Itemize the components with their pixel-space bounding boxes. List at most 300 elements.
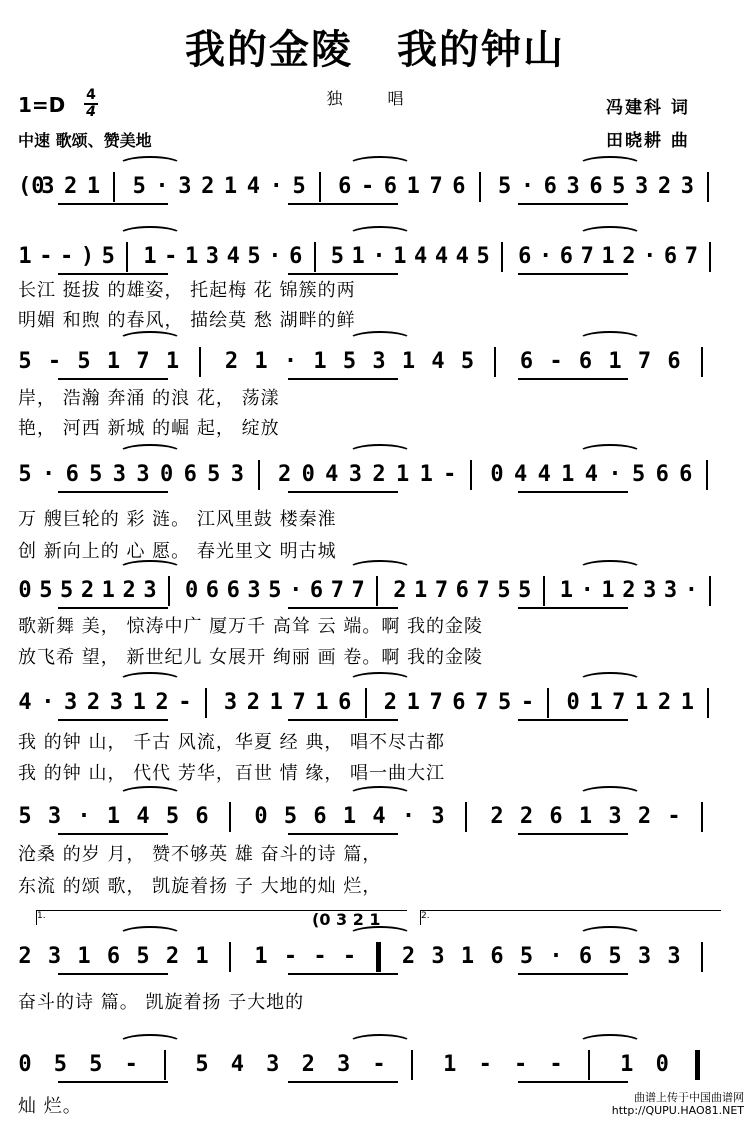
note: 1 [315,690,329,715]
slur-mark [348,786,412,804]
note: 2 [622,578,636,603]
note: 1 [86,174,101,199]
slur-mark [578,444,642,462]
note: 6 [65,462,79,487]
note: 7 [292,690,306,715]
note: 7 [580,244,594,269]
note: 6 [655,462,669,487]
note: 3 [431,944,445,969]
note: 2 [401,944,416,969]
beam-underline [518,719,628,721]
note: 1 [254,944,268,969]
note: 4 [246,174,260,199]
lyric-line: 东流 的颂 歌， 凯旋着扬 子 大地的灿 烂， [18,876,382,897]
note: 3 [143,578,157,603]
note: 2 [18,944,32,969]
note: 5 [39,578,53,603]
note: 3 [608,804,622,829]
slur-mark [118,331,182,349]
note: 2 [64,174,78,199]
note: 1 [601,244,615,269]
lyric-line: 我 的钟 山， 千古 风流，华夏 经 典， 唱不尽古都 [18,732,446,753]
note: 0 [566,690,580,715]
slur-mark [118,560,182,578]
note: 6 [578,349,593,374]
note: - [178,690,192,715]
note: · [643,244,657,269]
performance-form: 独 唱 [326,89,424,108]
note: 1 [269,690,283,715]
note: 2 [277,462,292,487]
note: 5 [77,349,91,374]
slur-mark [578,156,642,174]
note: 0 [254,804,268,829]
note: 3 [136,462,150,487]
note: 3 [47,804,62,829]
note: 6 [313,804,327,829]
slur-mark [118,672,182,690]
lyric-line: 万 艘巨轮的 彩 涟。 江风里鼓 楼秦淮 [18,509,337,530]
note: 5 [268,578,282,603]
bar-line [168,576,170,606]
note: - [47,349,62,374]
lyric-line: 歌新舞 美， 惊涛中广 厦万千 高耸 云 端。啊 我的金陵 [18,616,484,637]
beam-underline [518,273,628,275]
note: 2 [301,1052,315,1077]
note: 3 [637,944,652,969]
bar-line [229,802,231,832]
note: 1 [601,578,615,603]
note: 6 [519,349,534,374]
note: 1 [578,804,593,829]
note: 4 [513,462,528,487]
lyric-line: 我 的钟 山， 代代 芳华，百世 情 缘， 唱一曲大江 [18,763,446,784]
slur-mark [578,560,642,578]
title-part-1: 我的金陵 [185,27,353,73]
slur-mark [578,926,642,944]
bar-line [465,802,467,832]
note: 5 [497,690,512,715]
note: 7 [434,578,449,603]
bar-line [709,242,711,272]
note: 1 [106,349,121,374]
note: 7 [351,578,365,603]
note: 3 [64,690,78,715]
bar-line [588,1050,590,1080]
note: 6 [452,690,466,715]
note: - [360,174,375,199]
beam-underline [58,833,168,835]
beam-underline [58,378,168,380]
note: 2 [246,690,260,715]
time-signature-bottom: 4 [84,103,98,120]
beam-underline [288,273,398,275]
note: 4 [414,244,428,269]
note: 4 [226,244,240,269]
lyric-line: 明媚 和煦 的春风， 描绘莫 愁 湖畔的鲜 [18,310,356,331]
note: 1 [460,944,475,969]
beam-underline [518,833,628,835]
note: 1 [254,349,268,374]
bar-line [229,942,231,972]
note: 1 [401,349,416,374]
note: 5 [608,944,622,969]
notation-line [18,800,738,834]
note: 5 [207,462,221,487]
slur-mark [118,444,182,462]
source-watermark [612,1091,744,1117]
slur-mark [348,156,412,174]
note: - [60,244,74,269]
note: 1 [101,578,115,603]
note: 5 [631,462,646,487]
note: 1 [195,944,209,969]
note: 5 [342,349,357,374]
note: 5 [136,944,150,969]
beam-underline [288,833,398,835]
pickup-notes: (0 3 2 1 [312,910,381,929]
bar-line [314,242,316,272]
note: · [401,804,416,829]
second-ending-bracket: 2. [420,910,721,925]
note: 6 [455,578,469,603]
lyric-line: 创 新向上的 心 愿。 春光里文 明古城 [18,541,337,562]
note: 1 [635,690,649,715]
note: 4 [136,804,150,829]
time-signature-top: 4 [86,87,96,103]
note: 6 [338,174,352,199]
note: 3 [336,1052,351,1077]
note: 0 [655,1052,669,1077]
note: 6 [490,944,504,969]
notation-line [18,345,738,379]
beam-underline [58,973,168,975]
note: 7 [136,349,150,374]
note: 3 [230,462,245,487]
note: 2 [519,804,534,829]
note: 5 [89,1052,103,1077]
notation-line [18,240,738,274]
note: 3 [47,944,62,969]
note: 1 [395,462,410,487]
note: 3 [41,174,55,199]
slur-mark [118,1034,182,1052]
slur-mark [578,331,642,349]
note: 6 [195,804,209,829]
beam-underline [58,273,168,275]
note: 0 [18,1052,32,1077]
beam-underline [288,378,398,380]
note: 6 [452,174,466,199]
note: 7 [429,690,443,715]
note: 6 [543,174,557,199]
note: 5 [18,349,32,374]
note: 1 [406,174,420,199]
note: - [549,349,563,374]
slur-mark [118,226,182,244]
note: 5 [283,804,298,829]
bar-line [501,242,503,272]
note: 1 [313,349,327,374]
note: 6 [106,944,121,969]
slur-mark [118,156,182,174]
note: 1 [589,690,603,715]
note: 2 [393,578,407,603]
note: 3 [635,174,649,199]
beam-underline [518,378,628,380]
note: 1 [443,1052,457,1077]
notation-line [18,458,738,492]
note: 5 [247,244,261,269]
composer-credit: 田晓耕 曲 [606,131,690,151]
note: - [342,944,357,969]
note: 3 [663,578,678,603]
note: 2 [155,690,169,715]
note: 2 [86,690,101,715]
note: 6 [663,244,678,269]
lyric-line: 艳， 河西 新城 的崛 起， 绽放 [18,418,280,439]
lyric-line: 放飞希 望， 新世纪儿 女展开 绚丽 画 卷。啊 我的金陵 [18,647,484,668]
lyric-line: 沧桑 的岁 月， 赞不够英 雄 奋斗的诗 篇， [18,844,382,865]
note: - [478,1052,492,1077]
note: · [155,174,169,199]
note: - [549,1052,563,1077]
note: 5 [101,244,115,269]
slur-mark [348,672,412,690]
note: 0 [301,462,315,487]
note: 2 [657,690,672,715]
note: 6 [667,349,681,374]
note: 6 [518,244,532,269]
beam-underline [58,607,168,609]
note: 5 [497,578,511,603]
note: 1 [143,244,157,269]
note: 5 [518,578,532,603]
note: 0 [490,462,504,487]
note: · [268,244,282,269]
note: 6 [289,244,303,269]
note: 1 [414,578,428,603]
lyric-line: 长江 挺拔 的雄姿， 托起梅 花 锦簇的两 [18,280,356,301]
note: 3 [223,690,238,715]
note: 6 [205,578,220,603]
slur-mark [118,926,182,944]
note: - [124,1052,138,1077]
note: 1 [608,349,622,374]
note: 2 [657,174,672,199]
note: 4 [431,349,445,374]
note: 1 [77,944,91,969]
beam-underline [58,719,168,721]
note: - [313,944,327,969]
note: 1 [559,578,574,603]
note: 1 [561,462,575,487]
note: 7 [429,174,443,199]
note: 3 [178,174,192,199]
note: 2 [372,462,386,487]
bar-line [707,688,709,718]
slur-mark [578,786,642,804]
note: 3 [348,462,363,487]
bar-line [701,802,703,832]
note: 4 [372,804,386,829]
note: 2 [201,174,215,199]
beam-underline [288,973,398,975]
note: 4 [230,1052,245,1077]
note: 3 [643,578,657,603]
note: - [39,244,53,269]
note: 3 [266,1052,280,1077]
note: 4 [434,244,449,269]
watermark-line-1: 曲谱上传于中国曲谱网 [634,1091,744,1104]
note: 7 [612,690,626,715]
note: 5 [330,244,344,269]
bar-line [707,172,709,202]
note: 5 [89,462,103,487]
note: 1 [165,349,180,374]
note: 6 [383,174,398,199]
note: 3 [372,349,386,374]
first-ending-bracket: 1. [36,910,407,925]
note: 4 [537,462,551,487]
note: 3 [109,690,123,715]
note: 1 [106,804,121,829]
slur-mark [348,331,412,349]
lyric-line: 岸， 浩瀚 奔涌 的浪 花， 荡漾 [18,388,280,409]
note: · [269,174,283,199]
note: 4 [455,244,469,269]
beam-underline [58,203,168,205]
beam-underline [288,607,398,609]
note: - [443,462,457,487]
bar-line [319,172,321,202]
bar-line [479,172,481,202]
note: 1 [18,244,32,269]
note: · [41,690,55,715]
bar-line [376,576,378,606]
note: 6 [559,244,574,269]
note: 5 [519,944,534,969]
note: 6 [309,578,324,603]
bar-line [126,242,128,272]
bar-line [258,460,260,490]
bar-line [543,576,545,606]
note: - [283,944,298,969]
notation-line [18,170,738,204]
note: 5 [497,174,512,199]
note: 6 [549,804,563,829]
note: - [520,690,535,715]
note: · [41,462,56,487]
note: 2 [80,578,95,603]
slur-mark [348,444,412,462]
lyric-line: 灿 烂。 [18,1096,82,1117]
note: · [77,804,91,829]
note: 1 [351,244,365,269]
bar-line [411,1050,413,1080]
bar-line [199,347,201,377]
note: 4 [584,462,599,487]
note: 6 [679,462,693,487]
beam-underline [518,1081,628,1083]
note: 6 [578,944,593,969]
note: · [580,578,594,603]
note: 5 [460,349,475,374]
song-title [0,18,750,75]
note: 3 [205,244,220,269]
note: 1 [419,462,433,487]
note: 4 [325,462,339,487]
note: 1 [406,690,420,715]
note: 6 [183,462,197,487]
beam-underline [288,1081,398,1083]
bar-line [205,688,207,718]
note: 5 [195,1052,209,1077]
note: 5 [612,174,626,199]
note: 5 [18,804,32,829]
note: 2 [165,944,180,969]
note: · [684,578,698,603]
slur-mark [348,560,412,578]
bar-line [701,942,703,972]
note: 5 [18,462,32,487]
note: 3 [680,174,694,199]
title-part-2: 我的钟山 [397,27,565,73]
note: 1 [393,244,407,269]
note: · [289,578,303,603]
note: · [549,944,563,969]
note: 1 [132,690,146,715]
beam-underline [518,491,628,493]
lyricist-credit: 冯建科 词 [606,98,690,118]
note: 4 [18,690,32,715]
key-signature: 1=D [18,93,66,117]
slur-mark [578,1034,642,1052]
bar-line [365,688,367,718]
slur-mark [348,1034,412,1052]
note: 7 [330,578,344,603]
notation-line [18,1048,738,1082]
beam-underline [288,719,398,721]
beam-underline [518,973,628,975]
note: · [608,462,622,487]
note: 1 [223,174,238,199]
note: 7 [475,690,489,715]
beam-underline [518,607,628,609]
bar-line [494,347,496,377]
lyric-line: 奋斗的诗 篇。 凯旋着扬 子大地的 [18,992,305,1013]
note: 3 [112,462,127,487]
note: 6 [589,174,603,199]
note: 2 [383,690,398,715]
note: - [372,1052,386,1077]
note: 2 [490,804,504,829]
bar-line [164,1050,166,1080]
beam-underline [58,491,168,493]
note: ) [80,244,95,269]
note: - [164,244,178,269]
note: - [513,1052,528,1077]
note: 2 [622,244,636,269]
bar-line [709,576,711,606]
note: 2 [122,578,136,603]
slur-mark [348,226,412,244]
bar-line [376,942,381,972]
note: 0 [159,462,174,487]
note: 5 [60,578,74,603]
note: 6 [338,690,352,715]
beam-underline [58,1081,168,1083]
